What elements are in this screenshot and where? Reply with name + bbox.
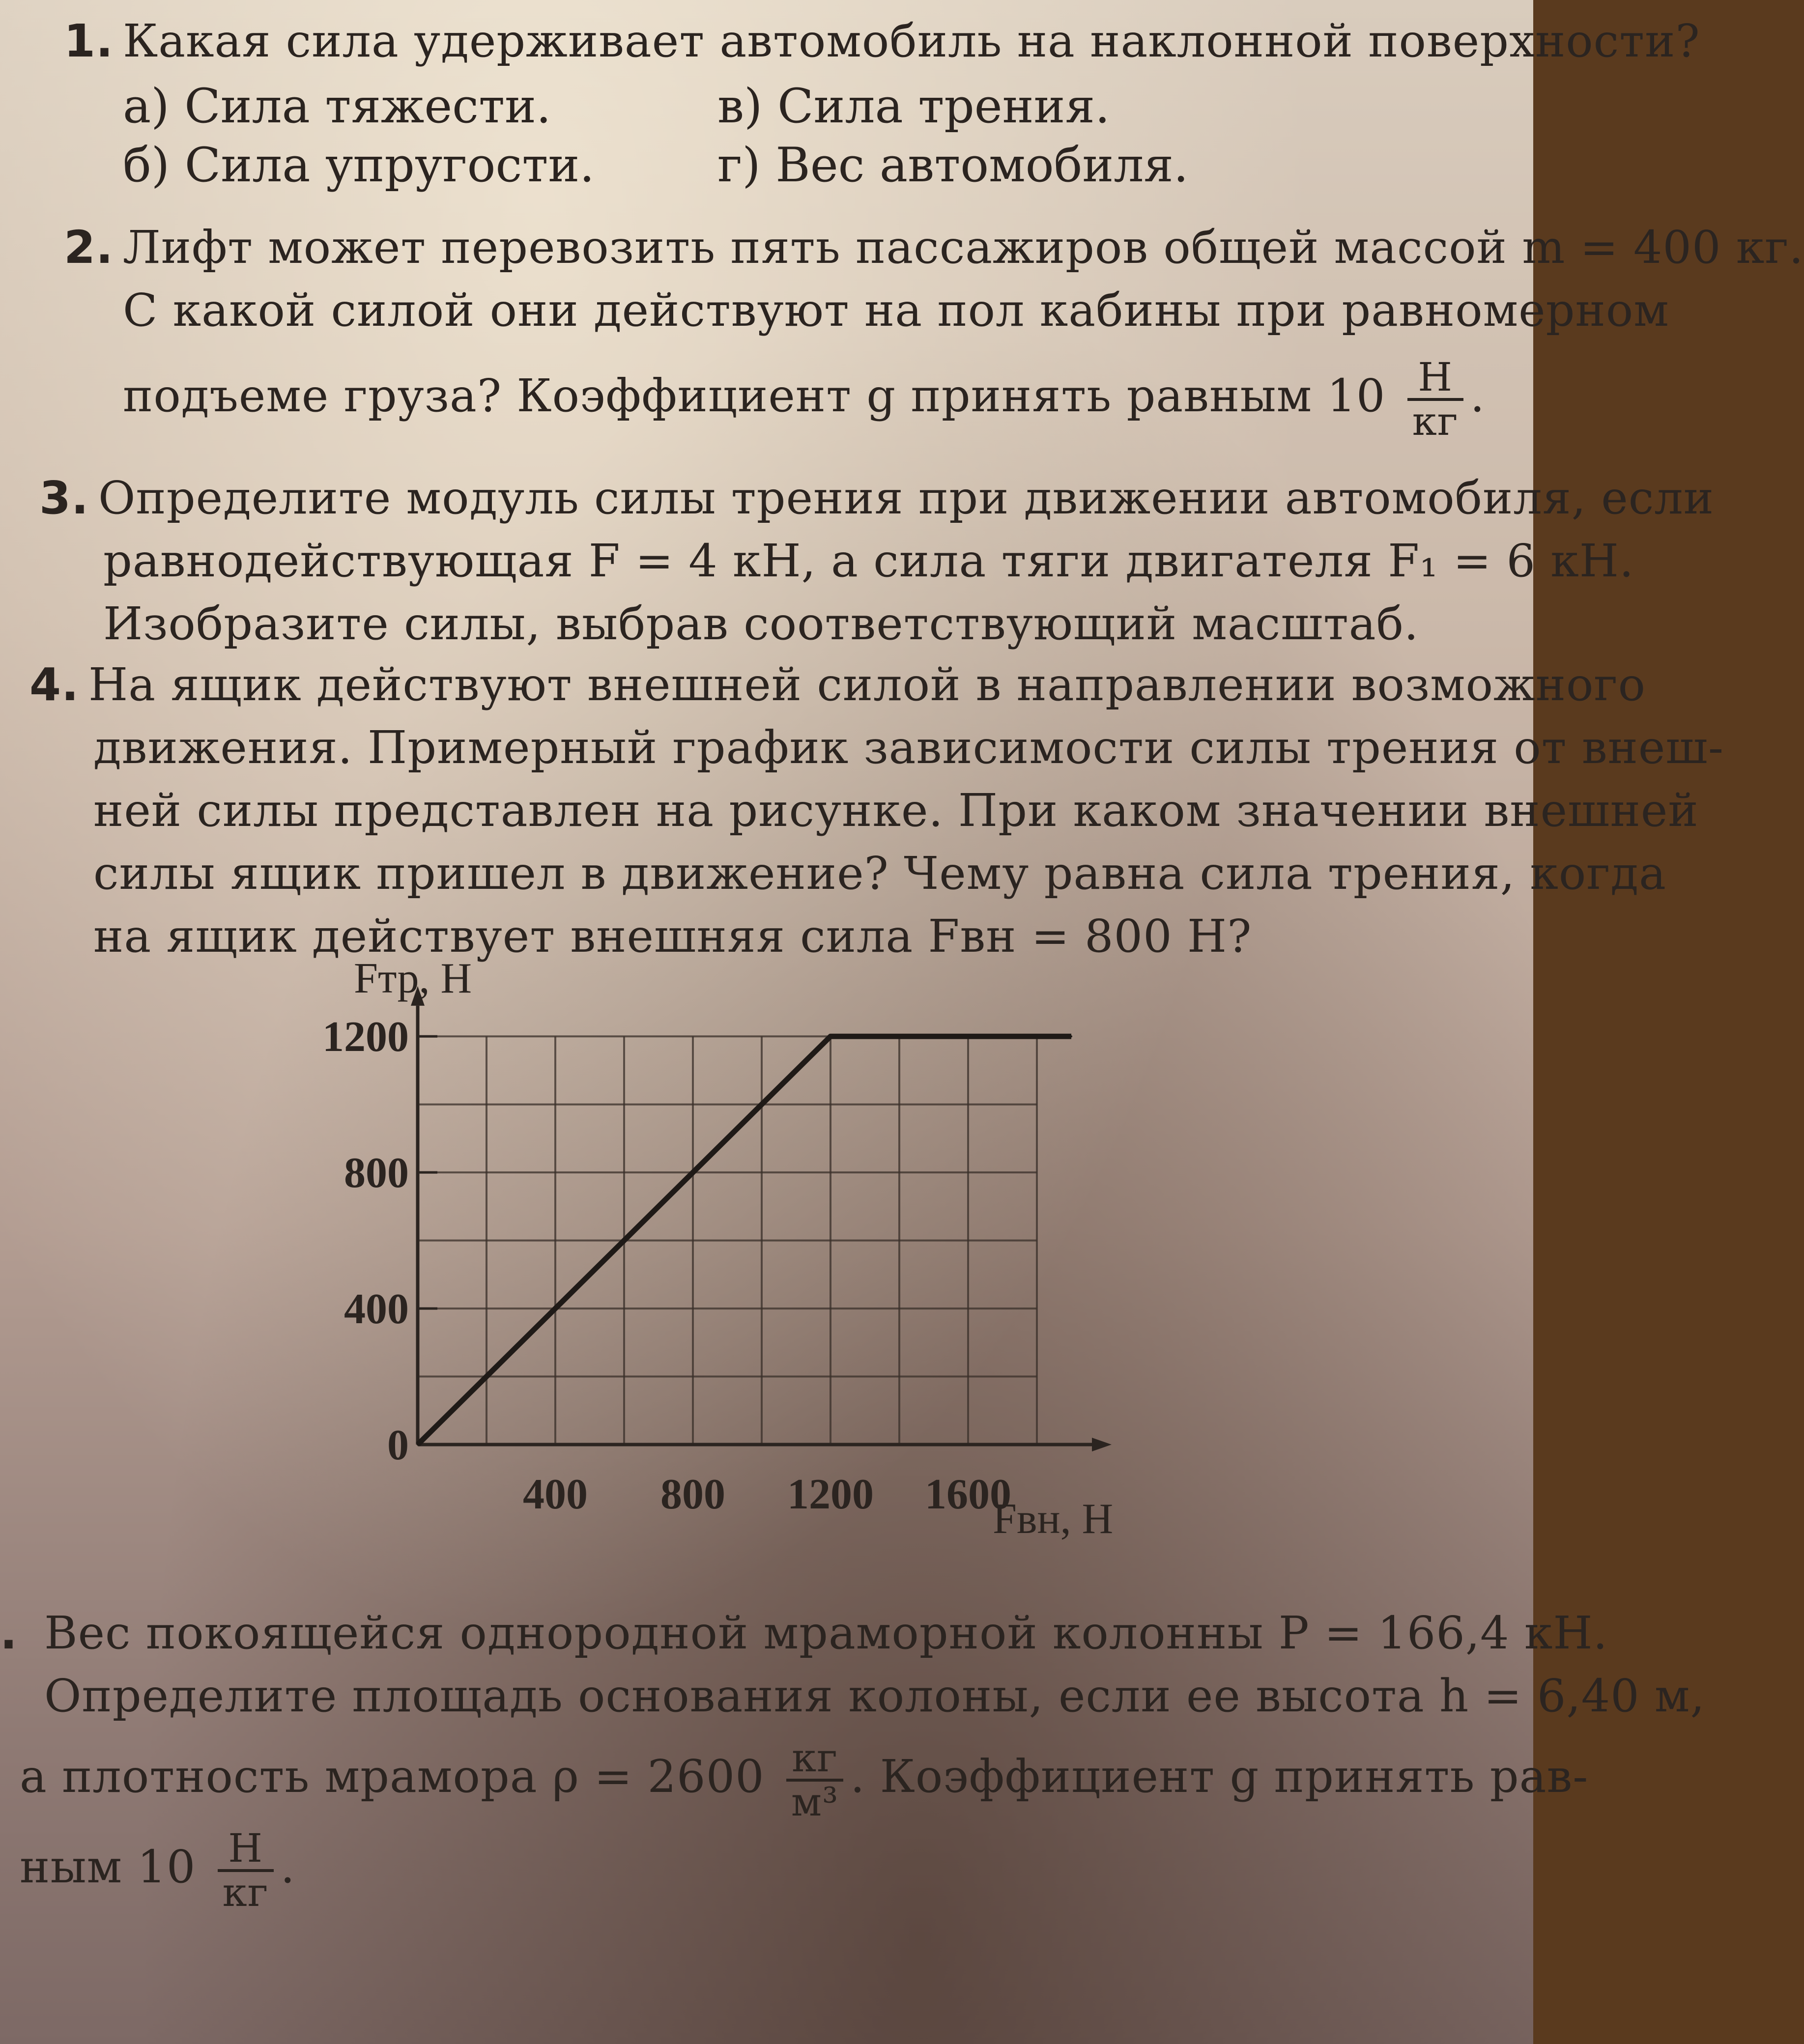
option-b: б) Сила упругости. xyxy=(123,138,595,193)
question-line: равнодействующая F = 4 кН, а сила тяги двигателя F₁ = 6 кН. xyxy=(103,535,1634,587)
punctuation: . xyxy=(1470,369,1485,422)
question-2 xyxy=(64,216,1804,442)
fraction xyxy=(218,1825,274,1915)
x-axis-arrow xyxy=(1092,1438,1112,1451)
x-tick-label: 800 xyxy=(660,1471,725,1518)
question-line: Изобразите силы, выбрав соответствующий масштаб. xyxy=(103,597,1419,650)
x-axis-label: Fвн, Н xyxy=(993,1495,1114,1543)
y-tick-label: 400 xyxy=(344,1285,409,1334)
question-line: Вес покоящейся однородной мраморной колонны P = 166,4 кН. xyxy=(44,1607,1608,1659)
fraction xyxy=(786,1737,843,1823)
x-tick-label: 1200 xyxy=(787,1471,874,1518)
data-point xyxy=(417,1444,419,1446)
question-1 xyxy=(64,10,1700,73)
question-line: ным 10 xyxy=(20,1840,196,1893)
fraction-denominator: кг xyxy=(222,1870,269,1915)
y-axis-label: Fтр, Н xyxy=(354,955,472,1002)
question-number: . xyxy=(0,1607,18,1659)
data-point xyxy=(830,1035,831,1037)
y-tick-label: 800 xyxy=(344,1149,409,1197)
question-line: подъеме груза? Коэффициент g принять равным 10 xyxy=(123,369,1386,422)
question-line: а плотность мрамора ρ = 2600 xyxy=(20,1750,765,1803)
chart-ticks xyxy=(322,1013,1011,1518)
option-g: г) Вес автомобиля. xyxy=(717,138,1189,193)
question-number: 3. xyxy=(39,472,89,524)
fraction-denominator: м³ xyxy=(791,1779,839,1825)
question-line: ней силы представлен на рисунке. При каком значении внешней xyxy=(93,784,1699,837)
fraction xyxy=(1407,354,1463,444)
question-text: Какая сила удерживает автомобиль на наклонной поверхности? xyxy=(123,15,1700,67)
question-line: С какой силой они действуют на пол кабины при равномерном xyxy=(123,284,1669,337)
question-number: 4. xyxy=(29,658,79,711)
fraction-denominator: кг xyxy=(1412,398,1459,444)
question-line: Определите площадь основания колоны, если ее высота h = 6,40 м, xyxy=(44,1670,1705,1722)
question-4 xyxy=(29,653,1724,968)
x-tick-label: 400 xyxy=(523,1471,588,1518)
question-number: 2. xyxy=(64,221,114,274)
chart-grid xyxy=(418,1036,1037,1445)
question-line: движения. Примерный график зависимости силы трения от внеш- xyxy=(93,721,1724,774)
option-v: в) Сила трения. xyxy=(717,79,1110,134)
question-3 xyxy=(39,467,1714,655)
fraction-numerator: кг xyxy=(786,1737,843,1782)
friction-force-chart xyxy=(322,955,1179,1572)
y-tick-label: 1200 xyxy=(322,1013,409,1061)
question-line: На ящик действуют внешней силой в направлении возможного xyxy=(88,658,1646,711)
question-line: силы ящик пришел в движение? Чему равна сила трения, когда xyxy=(93,847,1666,900)
question-number: 1. xyxy=(64,15,114,67)
data-point xyxy=(1070,1035,1072,1037)
y-tick-label: 0 xyxy=(387,1421,409,1469)
x-tick-label: 1600 xyxy=(925,1471,1011,1518)
question-line: . Коэффициент g принять рав- xyxy=(850,1750,1589,1803)
question-5 xyxy=(0,1602,1705,1913)
question-line: на ящик действует внешняя сила Fвн = 800 Н? xyxy=(93,910,1252,963)
question-line: Лифт может перевозить пять пассажиров общей массой m = 400 кг. xyxy=(123,221,1804,274)
fraction-numerator: Н xyxy=(1407,357,1463,401)
question-line: Определите модуль силы трения при движении автомобиля, если xyxy=(98,472,1715,524)
punctuation: . xyxy=(280,1840,295,1893)
fraction-numerator: Н xyxy=(218,1828,274,1872)
option-a: а) Сила тяжести. xyxy=(123,79,551,134)
